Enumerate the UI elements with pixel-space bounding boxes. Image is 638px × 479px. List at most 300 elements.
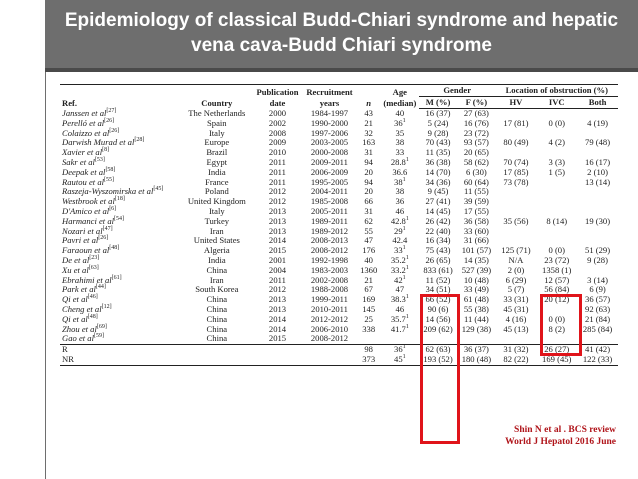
cell-publication-date: 2013 — [268, 294, 287, 305]
cell-recruitment-years: 2006-2010 — [310, 323, 349, 334]
cell-female — [457, 334, 495, 344]
cell-male: 75 (43) — [425, 245, 451, 256]
cell-ivc — [536, 227, 577, 237]
summary-label: R — [62, 344, 68, 355]
ref-citation: [26] — [98, 235, 109, 242]
cell-both: 6 (9) — [589, 284, 606, 295]
cell-female: 527 (39) — [461, 264, 492, 275]
cell-publication-date: 2011 — [269, 176, 286, 187]
cell-n: 62 — [364, 215, 373, 226]
header-gender: Gender — [419, 85, 496, 97]
cell-publication-date: 2013 — [268, 205, 287, 216]
cell-country: Poland — [204, 186, 229, 197]
cell-n: 31 — [364, 147, 373, 158]
cell-male: 27 (41) — [425, 196, 451, 207]
cell-ivc: 0 (0) — [548, 313, 565, 324]
cell-female: 11 (44) — [464, 313, 489, 324]
cell-ivc: 20 (12) — [544, 294, 570, 305]
left-border — [45, 72, 46, 479]
cell-publication-date: 2004 — [268, 264, 287, 275]
cell-recruitment-years: 2000-2008 — [310, 147, 349, 158]
cell-recruitment-years: 2005-2011 — [311, 205, 348, 216]
cell-n: 94 — [364, 176, 373, 187]
cell-n: 176 — [362, 245, 376, 256]
summary-both: 41 (42) — [585, 344, 611, 355]
cell-hv — [496, 227, 537, 237]
cell-both: 79 (48) — [585, 137, 611, 148]
cell-hv: 33 (31) — [503, 294, 529, 305]
ref-citation: [18] — [114, 196, 125, 203]
cell-male: 36 (38) — [425, 156, 451, 167]
cell-hv: 80 (49) — [503, 137, 529, 148]
title-underline — [45, 68, 638, 72]
cell-male: 66 (52) — [425, 294, 451, 305]
cell-both — [577, 187, 618, 197]
summary-female: 180 (48) — [457, 355, 495, 365]
cell-female: 27 (63) — [463, 108, 489, 118]
cell-ivc: 4 (2) — [548, 137, 565, 148]
cell-hv: 17 (81) — [503, 117, 529, 128]
header-f: F (%) — [457, 97, 495, 109]
cell-hv — [496, 187, 537, 197]
cell-hv: 5 (7) — [507, 284, 525, 295]
cell-ref — [60, 334, 181, 344]
cell-publication-date: 2009 — [268, 137, 287, 148]
cell-country: China — [206, 323, 228, 334]
ref-author: Perelló et al — [62, 117, 105, 128]
ref-author: De et al — [62, 254, 90, 265]
cell-recruitment-years: 1984-1997 — [310, 107, 349, 118]
age-value: 38 — [394, 176, 403, 187]
cell-country: Spain — [207, 117, 227, 128]
cell-country: Europe — [204, 137, 230, 148]
summary-country — [181, 345, 252, 355]
age-value: 42.4 — [392, 235, 408, 246]
highlight-box-ivc — [540, 294, 582, 356]
age-value: 41.7 — [390, 323, 406, 334]
ref-author: Raszeja-Wyszomirska et al — [62, 186, 154, 197]
summary-label: NR — [60, 355, 181, 365]
ref-citation: [59] — [93, 333, 104, 340]
cell-n — [356, 334, 380, 344]
age-value: 35.2 — [390, 254, 406, 265]
cell-n: 40 — [364, 254, 373, 265]
cell-hv — [496, 334, 537, 344]
age-value: 42 — [394, 274, 403, 285]
ref-author: Janssen et al — [62, 107, 107, 118]
cell-recruitment-years: 2009-2011 — [311, 156, 348, 167]
ref-author: D'Amico et al — [62, 205, 110, 216]
cell-female: 36 (58) — [463, 215, 489, 226]
cell-recruitment-years: 1990-2000 — [310, 117, 349, 128]
cell-recruitment-years: 1992-1998 — [310, 254, 349, 265]
cell-female: 23 (72) — [463, 127, 489, 138]
ref-citation: [44] — [95, 284, 106, 291]
cell-age — [381, 325, 419, 335]
ref-citation: [69] — [96, 323, 107, 330]
cell-country: Iran — [209, 274, 224, 285]
cell-ivc: 0 (0) — [548, 245, 565, 256]
ref-author: Sakr et al — [62, 156, 95, 167]
title-line-2: vena cava-Budd Chiari syndrome — [191, 35, 492, 56]
cell-female: 16 (76) — [463, 117, 489, 128]
age-superscript: 1 — [402, 225, 406, 232]
cell-recruitment-years: 1983-2003 — [310, 264, 349, 275]
age-value: 35 — [395, 127, 405, 138]
header-publication-date: Publication date — [256, 86, 299, 108]
cell-publication-date: 2012 — [268, 196, 287, 207]
cell-hv: N/A — [508, 254, 524, 265]
age-value: 33 — [394, 245, 403, 256]
age-superscript: 1 — [402, 245, 406, 252]
age-superscript: 1 — [402, 176, 406, 183]
age-value: 28.8 — [390, 156, 406, 167]
cell-female: 11 (55) — [464, 186, 489, 197]
summary-recruitment — [302, 355, 356, 365]
cell-n: 43 — [364, 107, 373, 118]
cell-recruitment-years: 2010-2011 — [311, 303, 348, 314]
cell-male: 11 (52) — [425, 274, 451, 285]
summary-n: 98 — [364, 344, 373, 355]
cell-both: 19 (30) — [585, 215, 611, 226]
cell-recruitment-years: 2002-2008 — [310, 274, 349, 285]
cell-n: 20 — [364, 186, 373, 197]
cell-n: 94 — [364, 156, 373, 167]
cell-country: South Korea — [195, 284, 239, 295]
cell-ivc: 1 (5) — [548, 166, 565, 177]
ref-citation: [12] — [101, 304, 112, 311]
ref-author: Qi et al — [62, 313, 88, 324]
cell-male: 9 (45) — [427, 186, 449, 197]
summary-female: 36 (37) — [463, 344, 489, 355]
cell-publication-date: 2000 — [268, 107, 287, 118]
cell-male: 833 (61) — [423, 264, 453, 275]
cell-female: 14 (35) — [463, 254, 489, 265]
ref-author: Harmanci et al — [62, 215, 115, 226]
table-row — [60, 334, 618, 344]
cell-ivc — [536, 187, 577, 197]
summary-male: 62 (63) — [425, 344, 451, 355]
ref-citation: [48] — [87, 313, 98, 320]
cell-ivc — [536, 197, 577, 207]
age-value: 36 — [394, 117, 403, 128]
ref-author: Xavier et al — [62, 147, 103, 158]
cell-hv: 45 (31) — [503, 303, 529, 314]
cell-male: 5 (24) — [427, 117, 449, 128]
age-value: 40 — [395, 107, 405, 118]
age-value: 35.7 — [390, 313, 406, 324]
cell-male: 14 (70) — [425, 166, 451, 177]
cell-publication-date: 2008 — [268, 127, 287, 138]
cell-both: 3 (14) — [587, 274, 608, 285]
cell-male: 34 (51) — [425, 284, 451, 295]
header-recruitment-years: Recruitment years — [306, 86, 353, 108]
cell-publication-date: 2014 — [268, 323, 287, 334]
ref-citation: [61] — [111, 274, 122, 281]
ref-author: Park et al — [62, 284, 96, 295]
age-value: 46 — [395, 303, 405, 314]
summary-recruitment — [302, 345, 356, 355]
cell-female: 101 (57) — [461, 245, 492, 256]
header-m: M (%) — [419, 97, 457, 109]
cell-recruitment-years: 2003-2005 — [310, 137, 349, 148]
cell-recruitment-years: 1999-2011 — [311, 294, 348, 305]
age-superscript: 1 — [405, 264, 409, 271]
cell-ivc: 8 (14) — [546, 215, 568, 226]
cell-recruitment-years: 2008-2012 — [310, 245, 349, 256]
cell-recruitment-years: 1988-2008 — [310, 284, 349, 295]
highlight-box-male-percent — [420, 294, 460, 444]
ref-citation: [6] — [109, 206, 117, 213]
cell-both: 51 (29) — [585, 245, 611, 256]
age-superscript: 1 — [405, 313, 409, 320]
cell-country: Italy — [208, 127, 225, 138]
age-value: 33 — [395, 147, 405, 158]
cell-male: 26 (65) — [425, 254, 451, 265]
cell-recruitment-years: 2008-2012 — [302, 334, 356, 344]
cell-country: India — [207, 166, 226, 177]
cell-n: 32 — [364, 127, 373, 138]
cell-n: 67 — [364, 284, 373, 295]
cell-male: 11 (35) — [425, 147, 451, 158]
age-superscript: 1 — [402, 274, 406, 281]
cell-hv: 73 (78) — [503, 176, 529, 187]
cell-publication-date: 2014 — [268, 313, 287, 324]
cell-publication-date: 2012 — [268, 284, 287, 295]
age-superscript: 1 — [405, 294, 409, 301]
cell-both: 9 (28) — [587, 254, 608, 265]
cell-male: 14 (56) — [425, 313, 451, 324]
cell-both — [577, 334, 618, 344]
cell-both — [577, 197, 618, 207]
cell-publication-date: 2013 — [268, 225, 287, 236]
cell-recruitment-years: 1989-2012 — [310, 225, 349, 236]
cell-country: Iran — [209, 225, 224, 236]
cell-both — [577, 227, 618, 237]
cell-hv: 17 (85) — [503, 166, 529, 177]
cell-female: 17 (55) — [463, 205, 489, 216]
cell-male: 90 (6) — [427, 303, 449, 314]
cell-female: 129 (38) — [461, 323, 492, 334]
cell-country: India — [207, 254, 226, 265]
cell-n: 66 — [364, 196, 373, 207]
ref-citation: [53] — [94, 157, 105, 164]
cell-both: 92 (63) — [585, 303, 611, 314]
cell-n: 21 — [364, 117, 373, 128]
cell-male: 34 (36) — [425, 176, 451, 187]
summary-male: 193 (52) — [419, 355, 457, 365]
cell-female: 33 (60) — [463, 225, 489, 236]
cell-ivc: 8 (2) — [548, 323, 565, 334]
cell-hv: 35 (56) — [503, 215, 529, 226]
cell-female: 33 (49) — [463, 284, 489, 295]
ref-citation: [26] — [104, 117, 115, 124]
cell-publication-date: 2001 — [268, 254, 287, 265]
ref-author: Cheng et al — [62, 303, 102, 314]
cell-publication-date: 2011 — [269, 274, 286, 285]
ref-author: Ebrahimi et al — [62, 274, 112, 285]
age-value: 29 — [394, 225, 403, 236]
summary-publication — [252, 355, 302, 365]
cell-hv: 45 (13) — [503, 323, 529, 334]
ref-citation: [8] — [102, 147, 110, 154]
cell-male: 16 (37) — [425, 108, 451, 118]
cell-recruitment-years: 2004-2011 — [311, 186, 348, 197]
cell-both: 13 (14) — [585, 176, 611, 187]
cell-ivc — [536, 178, 577, 188]
summary-row — [60, 345, 618, 355]
citation-line-1: Shin N et al . BCS review — [514, 425, 616, 435]
summary-age — [381, 355, 419, 365]
age-superscript: 1 — [405, 255, 409, 262]
cell-female: 61 (48) — [463, 294, 489, 305]
ref-author: Qi et al — [62, 294, 88, 305]
cell-n: 169 — [362, 294, 376, 305]
cell-publication-date: 2015 — [252, 334, 302, 344]
summary-hv: 82 (22) — [496, 355, 537, 365]
cell-publication-date: 2012 — [268, 186, 287, 197]
age-value: 46 — [395, 205, 405, 216]
cell-both: 4 (19) — [587, 117, 608, 128]
cell-recruitment-years: 1985-2008 — [310, 196, 349, 207]
ref-citation: [46] — [87, 294, 98, 301]
cell-country: China — [206, 264, 228, 275]
cell-female: 55 (38) — [463, 303, 489, 314]
cell-publication-date: 2010 — [268, 147, 287, 158]
cell-recruitment-years: 2008-2013 — [310, 235, 349, 246]
cell-hv: 70 (74) — [503, 156, 529, 167]
ref-citation: [26] — [109, 127, 120, 134]
cell-n: 20 — [364, 166, 373, 177]
epidemiology-table — [60, 84, 618, 366]
ref-author: Gao et al — [62, 333, 94, 344]
ref-citation: [54] — [114, 215, 125, 222]
ref-citation: [58] — [105, 166, 116, 173]
cell-hv: 6 (29) — [505, 274, 527, 285]
age-value: 38.3 — [390, 294, 406, 305]
cell-hv: 125 (71) — [501, 245, 531, 256]
title-bar — [45, 0, 638, 72]
ref-author: Faraoun et al — [62, 245, 110, 256]
age-value: 38 — [395, 137, 405, 148]
cell-n: 1360 — [360, 264, 378, 275]
ref-citation: [28] — [134, 137, 145, 144]
summary-ivc: 26 (27) — [544, 344, 570, 355]
citation — [505, 424, 616, 448]
ref-author: Colaizzo et al — [62, 127, 110, 138]
cell-recruitment-years: 2006-2009 — [310, 166, 349, 177]
cell-male: 70 (43) — [425, 137, 451, 148]
cell-ivc: 0 (0) — [548, 117, 565, 128]
header-ref: Ref. — [62, 97, 78, 108]
cell-country: China — [206, 294, 228, 305]
table-body — [60, 109, 618, 366]
title-line-1: Epidemiology of classical Budd-Chiari syndrome and hepatic — [64, 10, 619, 31]
cell-ivc: 23 (72) — [544, 254, 570, 265]
cell-recruitment-years: 1997-2006 — [310, 127, 349, 138]
cell-n: 145 — [362, 303, 376, 314]
summary-ivc: 169 (45) — [536, 355, 577, 365]
ref-citation: [45] — [153, 186, 164, 193]
cell-recruitment-years: 1995-2005 — [310, 176, 349, 187]
ref-author: Westbrook et al — [62, 196, 115, 207]
cell-country: Turkey — [204, 215, 230, 226]
cell-country: Egypt — [206, 156, 228, 167]
cell-both: 16 (17) — [585, 156, 611, 167]
cell-publication-date: 2011 — [269, 156, 286, 167]
ref-author: Pavri et al — [62, 235, 99, 246]
cell-n: 21 — [364, 274, 373, 285]
age-value: 47 — [395, 284, 405, 295]
cell-country: China — [206, 313, 228, 324]
cell-publication-date: 2013 — [268, 303, 287, 314]
age-value: 45 — [394, 353, 403, 364]
cell-country: China — [206, 303, 228, 314]
cell-country: United Kingdom — [187, 196, 246, 207]
cell-ivc: 1358 (1) — [542, 264, 572, 275]
header-country: Country — [201, 97, 233, 108]
ref-citation: [48] — [109, 245, 120, 252]
cell-female: 60 (64) — [463, 176, 489, 187]
ref-citation: [23] — [89, 255, 100, 262]
ref-author: Zhou et al — [62, 323, 97, 334]
cell-female: 6 (30) — [466, 166, 487, 177]
cell-recruitment-years: 1989-2011 — [311, 215, 348, 226]
cell-country: United States — [193, 235, 240, 246]
cell-country: The Netherlands — [188, 107, 246, 118]
summary-hv: 31 (32) — [503, 344, 529, 355]
cell-female: 39 (59) — [463, 196, 489, 207]
cell-hv: 4 (16) — [505, 313, 527, 324]
cell-country: France — [205, 176, 229, 187]
cell-both: 21 (84) — [585, 313, 611, 324]
age-superscript: 1 — [402, 354, 406, 361]
cell-n: 47 — [364, 235, 373, 246]
cell-female: 10 (48) — [463, 274, 489, 285]
cell-hv: 2 (0) — [507, 264, 525, 275]
cell-publication-date: 2015 — [268, 245, 287, 256]
age-value: 36.6 — [392, 166, 408, 177]
citation-line-2: World J Hepatol 2016 June — [505, 437, 616, 447]
cell-female: 31 (66) — [463, 235, 489, 246]
ref-author: Xu et al — [62, 264, 89, 275]
age-value: 33.2 — [390, 264, 406, 275]
cell-n: 55 — [364, 225, 373, 236]
age-value: 36 — [394, 344, 403, 355]
cell-country: Algeria — [203, 245, 230, 256]
age-superscript: 1 — [405, 157, 409, 164]
header-location: Location of obstruction (%) — [496, 85, 618, 97]
cell-ivc: 3 (3) — [548, 156, 565, 167]
ref-citation: [55] — [104, 176, 115, 183]
summary-both: 122 (33) — [577, 355, 618, 365]
header-n: n — [366, 97, 372, 108]
age-value: 38 — [395, 186, 405, 197]
cell-hv — [496, 197, 537, 207]
slide-title — [45, 8, 638, 58]
age-superscript: 1 — [405, 215, 409, 222]
age-superscript: 1 — [402, 344, 406, 351]
age-value: 36 — [395, 196, 405, 207]
cell-male: 26 (42) — [425, 215, 451, 226]
cell-publication-date: 2011 — [269, 166, 286, 177]
cell-country: Brazil — [206, 147, 228, 158]
ref-citation: [47] — [102, 225, 113, 232]
ref-citation: [27] — [106, 107, 117, 114]
cell-n: 338 — [362, 323, 376, 334]
cell-both: 285 (84) — [582, 323, 613, 334]
cell-female: 20 (65) — [463, 147, 489, 158]
